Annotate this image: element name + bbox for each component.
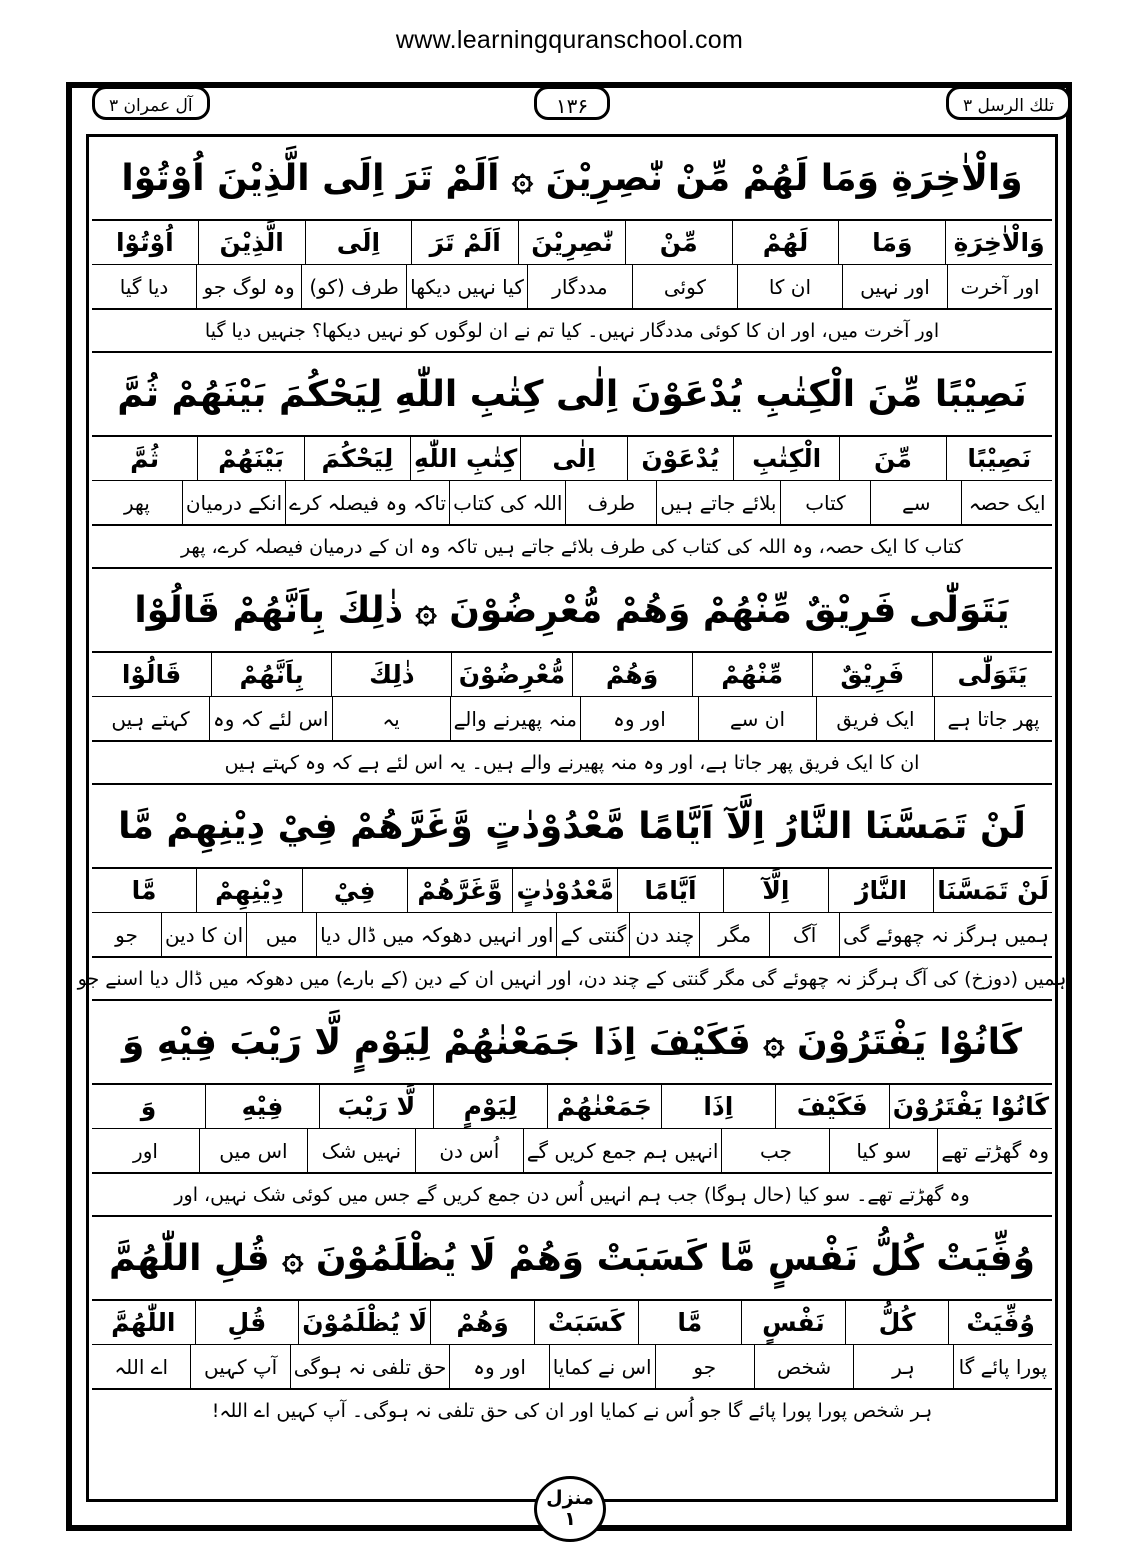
arabic-verse-line: يَتَوَلّٰى فَرِيْقٌ مِّنْهُمْ وَهُمْ مُّعْرِضُوْنَ ۞ ذٰلِكَ بِاَنَّهُمْ قَالُوْا — [92, 569, 1052, 653]
arabic-words-row — [92, 869, 1052, 913]
arabic-word-cell: نَصِيْبًا — [946, 437, 1052, 480]
word-by-word-grid — [92, 221, 1052, 310]
urdu-meaning-cell: اس لئے کہ وہ — [209, 697, 332, 740]
verse-section — [77, 785, 1067, 1001]
arabic-word-cell: لَا يُظْلَمُوْنَ — [298, 1301, 430, 1344]
urdu-meaning-cell: پورا پائے گا — [953, 1345, 1052, 1388]
urdu-meaning-cell: بلائے جاتے ہیں — [656, 481, 779, 524]
urdu-meanings-row — [92, 265, 1052, 308]
arabic-word-cell: النَّارُ — [828, 869, 933, 912]
arabic-word-cell: وَ — [140, 1092, 157, 1121]
verse-section — [92, 1217, 1052, 1431]
urdu-meaning-cell: اور وہ — [449, 1345, 548, 1388]
urdu-meaning-cell: طرف (کو) — [301, 265, 406, 308]
urdu-meaning-cell: ان کا دین — [161, 913, 246, 956]
arabic-word-cell: اِذَا — [661, 1085, 775, 1128]
arabic-word-cell: نّٰصِرِيْنَ — [518, 221, 625, 264]
arabic-verse-line: كَانُوْا يَفْتَرُوْنَ ۞ فَكَيْفَ اِذَا جَمَعْنٰهُمْ لِيَوْمٍ لَّا رَيْبَ فِيْهِ وَ — [92, 1001, 1052, 1085]
arabic-word-cell: وُفِّيَتْ — [948, 1301, 1052, 1344]
juz-name-label: تلك الرسل ۳ — [946, 86, 1071, 120]
arabic-word-cell: كَسَبَتْ — [534, 1301, 638, 1344]
arabic-word-cell: قَالُوْا — [121, 660, 182, 689]
urdu-meaning-cell: آپ کہیں — [190, 1345, 289, 1388]
arabic-words-row — [92, 221, 1052, 265]
urdu-meaning-cell: طرف — [565, 481, 656, 524]
urdu-meaning-cell: اور انہیں دھوکہ میں ڈال دیا — [316, 913, 556, 956]
arabic-word-cell: اَيَّامًا — [617, 869, 722, 912]
arabic-word-cell: فَرِيْقٌ — [812, 653, 932, 696]
urdu-meaning-cell: تاکہ وہ فیصلہ کرے — [285, 481, 449, 524]
arabic-words-row — [92, 1085, 1052, 1129]
urdu-meaning-cell: اس میں — [199, 1129, 307, 1172]
urdu-meaning-cell: کوئی — [632, 265, 737, 308]
urdu-meanings-row — [92, 481, 1052, 524]
arabic-word-cell: وَالْاٰخِرَةِ — [945, 221, 1052, 264]
arabic-words-row — [92, 437, 1052, 481]
urdu-meaning-cell: کیا نہیں دیکھا — [406, 265, 527, 308]
arabic-word-cell: فَكَيْفَ — [775, 1085, 889, 1128]
word-by-word-grid — [92, 869, 1052, 958]
urdu-meaning-cell: وہ گھڑتے تھے — [937, 1129, 1052, 1172]
urdu-meaning-cell: سے — [870, 481, 961, 524]
arabic-verse-line: وُفِّيَتْ كُلُّ نَفْسٍ مَّا كَسَبَتْ وَهُمْ لَا يُظْلَمُوْنَ ۞ قُلِ اللّٰهُمَّ — [92, 1217, 1052, 1301]
arabic-word-cell: لَهُمْ — [732, 221, 839, 264]
page-content — [77, 137, 1067, 1499]
arabic-word-cell: فِيْ — [302, 869, 407, 912]
verse-section — [92, 137, 1052, 353]
urdu-meaning-cell: ان سے — [698, 697, 816, 740]
urdu-meaning-cell: گنتی کے — [556, 913, 629, 956]
urdu-meaning-cell: پھر جاتا ہے — [934, 697, 1052, 740]
urdu-meaning-cell: انکے درمیان — [182, 481, 285, 524]
word-by-word-grid — [92, 437, 1052, 526]
arabic-word-cell: وَهُمْ — [430, 1301, 534, 1344]
arabic-word-cell: مَّا — [638, 1301, 742, 1344]
manzil-seal — [534, 1476, 606, 1542]
word-by-word-grid — [92, 1085, 1052, 1174]
urdu-meaning-cell: وہ لوگ جو — [196, 265, 301, 308]
urdu-meaning-cell: ایک فریق — [816, 697, 934, 740]
verse-section — [92, 1001, 1052, 1217]
urdu-meaning-cell: انہیں ہم جمع کریں گے — [523, 1129, 722, 1172]
urdu-meaning-cell: اس نے کمایا — [549, 1345, 655, 1388]
arabic-word-cell: فِيْهِ — [205, 1085, 319, 1128]
arabic-word-cell: اِلٰى — [520, 437, 626, 480]
urdu-meaning-cell: جب — [721, 1129, 829, 1172]
urdu-translation-line: ان کا ایک فریق پھر جاتا ہے، اور وہ منہ پھیرنے والے ہیں۔ یہ اس لئے ہے کہ وہ کہتے ہیں — [92, 742, 1052, 785]
arabic-word-cell: لَّا رَيْبَ — [319, 1085, 433, 1128]
urdu-meaning-cell: کتاب — [780, 481, 871, 524]
urdu-meaning-cell: دیا گیا — [119, 274, 169, 299]
urdu-meaning-cell: اللہ کی کتاب — [449, 481, 565, 524]
urdu-meaning-cell: اور — [133, 1138, 158, 1163]
urdu-meaning-cell: اُس دن — [415, 1129, 523, 1172]
arabic-word-cell: كُلُّ — [845, 1301, 949, 1344]
arabic-word-cell: مُّعْرِضُوْنَ — [451, 653, 571, 696]
word-by-word-grid — [92, 653, 1052, 742]
arabic-word-cell: الَّذِيْنَ — [198, 221, 305, 264]
verse-section — [92, 353, 1052, 569]
arabic-words-row — [92, 653, 1052, 697]
arabic-verse-line: وَالْاٰخِرَةِ وَمَا لَهُمْ مِّنْ نّٰصِرِيْنَ ۞ اَلَمْ تَرَ اِلَى الَّذِيْنَ اُوْتُوْا — [92, 137, 1052, 221]
urdu-meanings-row — [92, 913, 1052, 956]
arabic-word-cell: اِلَى — [305, 221, 412, 264]
arabic-words-row — [92, 1301, 1052, 1345]
urdu-translation-line: ہمیں (دوزخ) کی آگ ہرگز نہ چھوئے گی مگر گنتی کے چند دن، اور انہیں ان کے دین (کے بارے) میں دھوکہ میں ڈال دیا اسنے جو — [92, 958, 1052, 1001]
arabic-word-cell: جَمَعْنٰهُمْ — [547, 1085, 661, 1128]
arabic-word-cell: يَتَوَلّٰى — [932, 653, 1052, 696]
urdu-meaning-cell: ہمیں ہرگز نہ چھوئے گی — [839, 913, 1052, 956]
arabic-word-cell: مَّا — [131, 876, 157, 905]
urdu-translation-line: وہ گھڑتے تھے۔ سو کیا (حال ہوگا) جب ہم انہیں اُس دن جمع کریں گے جس میں کوئی شک نہیں، اور — [92, 1174, 1052, 1217]
arabic-word-cell: اِلَّآ — [723, 869, 828, 912]
arabic-verse-line: لَنْ تَمَسَّنَا النَّارُ اِلَّآ اَيَّامًا مَّعْدُوْدٰتٍ وَّغَرَّهُمْ فِيْ دِيْنِهِمْ مَّا — [92, 785, 1052, 869]
urdu-meaning-cell: چند دن — [629, 913, 699, 956]
manzil-label: منزل — [546, 1487, 594, 1510]
urdu-meaning-cell: میں — [246, 913, 316, 956]
arabic-word-cell: وَمَا — [838, 221, 945, 264]
urdu-meaning-cell: شخص — [754, 1345, 853, 1388]
arabic-word-cell: كِتٰبِ اللّٰهِ — [410, 437, 520, 480]
arabic-word-cell: مِّنْهُمْ — [692, 653, 812, 696]
arabic-word-cell: كَانُوْا يَفْتَرُوْنَ — [889, 1085, 1052, 1128]
urdu-meaning-cell: یہ — [332, 697, 450, 740]
arabic-word-cell: بَيْنَهُمْ — [197, 437, 303, 480]
arabic-word-cell: لِيَحْكُمَ — [304, 437, 410, 480]
urdu-meaning-cell: جو — [115, 922, 138, 947]
arabic-word-cell: لِيَوْمٍ — [433, 1085, 547, 1128]
word-by-word-grid — [92, 1301, 1052, 1390]
manzil-number: ١ — [564, 1508, 576, 1530]
urdu-meaning-cell: منہ پھیرنے والے — [450, 697, 580, 740]
surah-name-label: آل عمران ۳ — [92, 86, 210, 120]
arabic-word-cell: قُلِ — [195, 1301, 299, 1344]
arabic-word-cell: ثُمَّ — [130, 444, 160, 473]
urdu-meaning-cell: اور وہ — [580, 697, 698, 740]
arabic-word-cell: اَلَمْ تَرَ — [411, 221, 518, 264]
urdu-meanings-row — [92, 697, 1052, 740]
urdu-meaning-cell: آگ — [769, 913, 839, 956]
urdu-meanings-row — [92, 1129, 1052, 1172]
urdu-meaning-cell: پھر — [124, 490, 150, 515]
urdu-translation-line: کتاب کا ایک حصہ، وہ اللہ کی کتاب کی طرف بلائے جاتے ہیں تاکہ وہ ان کے درمیان فیصلہ کرے، پھر — [92, 526, 1052, 569]
urdu-meaning-cell: ان کا — [737, 265, 842, 308]
urdu-meanings-row — [92, 1345, 1052, 1388]
urdu-meaning-cell: کہتے ہیں — [111, 706, 190, 731]
arabic-word-cell: لَنْ تَمَسَّنَا — [933, 869, 1052, 912]
arabic-verse-line: نَصِيْبًا مِّنَ الْكِتٰبِ يُدْعَوْنَ اِلٰى كِتٰبِ اللّٰهِ لِيَحْكُمَ بَيْنَهُمْ ثُمَّ — [92, 353, 1052, 437]
urdu-meaning-cell: مگر — [699, 913, 769, 956]
page-number: ۱۳۶ — [534, 86, 610, 120]
site-url: www.learningquranschool.com — [395, 26, 744, 54]
arabic-word-cell: اُوْتُوْا — [115, 228, 174, 257]
urdu-meaning-cell: اور آخرت — [947, 265, 1052, 308]
arabic-word-cell: يُدْعَوْنَ — [627, 437, 733, 480]
urdu-meaning-cell: سو کیا — [829, 1129, 937, 1172]
arabic-word-cell: الْكِتٰبِ — [733, 437, 839, 480]
urdu-translation-line: اور آخرت میں، اور ان کا کوئی مددگار نہیں۔ کیا تم نے ان لوگوں کو نہیں دیکھا؟ جنہیں دیا گیا — [92, 310, 1052, 353]
urdu-meaning-cell: جو — [655, 1345, 754, 1388]
arabic-word-cell: وَّغَرَّهُمْ — [407, 869, 512, 912]
verse-section — [92, 569, 1052, 785]
urdu-meaning-cell: مددگار — [527, 265, 632, 308]
arabic-word-cell: مِّنَ — [839, 437, 945, 480]
arabic-word-cell: مِّنْ — [625, 221, 732, 264]
urdu-meaning-cell: نہیں شک — [307, 1129, 415, 1172]
urdu-meaning-cell: اور نہیں — [842, 265, 947, 308]
arabic-word-cell: مَّعْدُوْدٰتٍ — [512, 869, 617, 912]
arabic-word-cell: نَفْسٍ — [741, 1301, 845, 1344]
arabic-word-cell: دِيْنِهِمْ — [196, 869, 301, 912]
arabic-word-cell: بِاَنَّهُمْ — [211, 653, 331, 696]
urdu-meaning-cell: حق تلفی نہ ہوگی — [290, 1345, 450, 1388]
arabic-word-cell: وَهُمْ — [572, 653, 692, 696]
urdu-translation-line: ہر شخص پورا پورا پائے گا جو اُس نے کمایا اور ان کی حق تلفی نہ ہوگی۔ آپ کہیں اے اللہ! — [211, 1399, 933, 1422]
arabic-word-cell: ذٰلِكَ — [331, 653, 451, 696]
urdu-meaning-cell: ہر — [853, 1345, 952, 1388]
arabic-word-cell: اللّٰهُمَّ — [111, 1308, 176, 1337]
urdu-meaning-cell: اے اللہ — [114, 1354, 169, 1379]
urdu-meaning-cell: ایک حصہ — [961, 481, 1052, 524]
